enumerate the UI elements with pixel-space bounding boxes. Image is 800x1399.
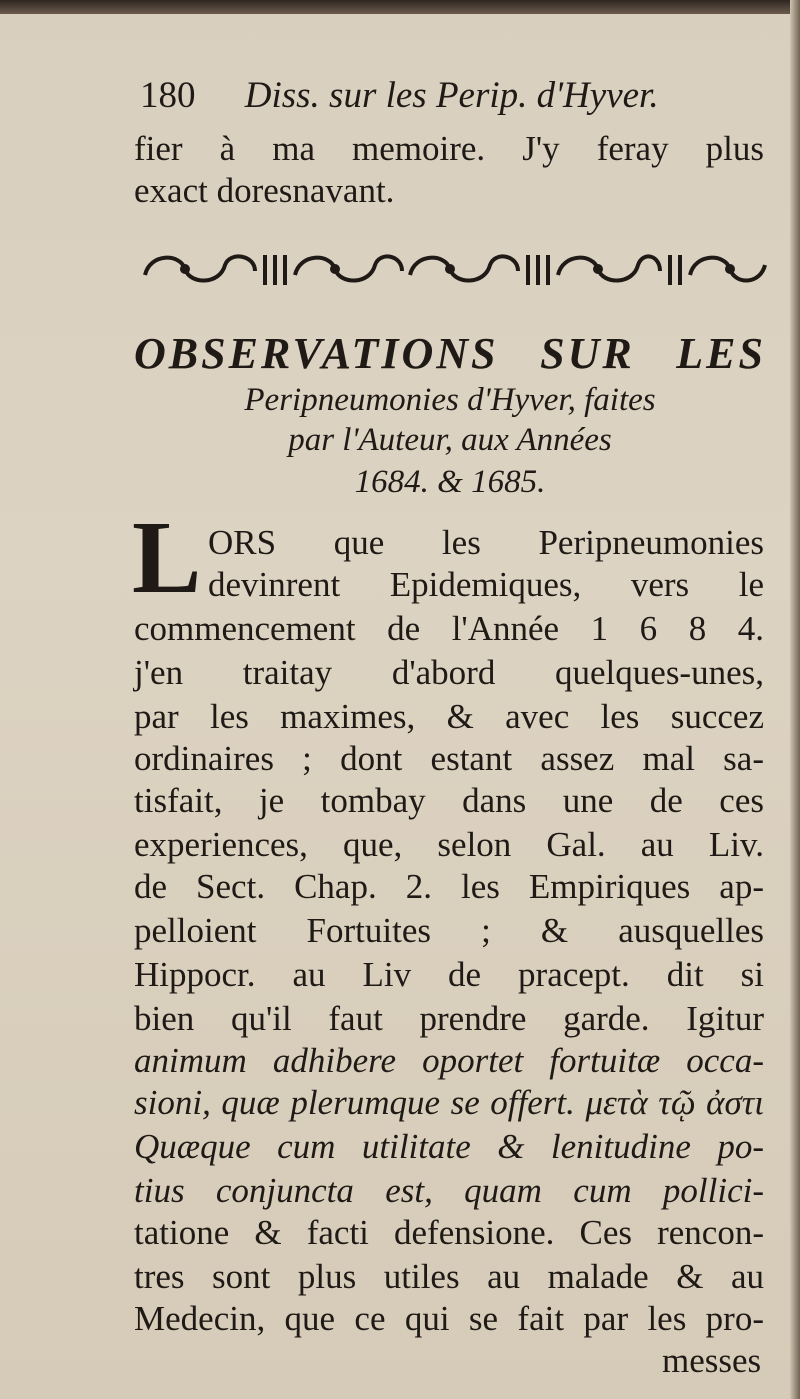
body-line-1: ORS que les Peripneumonies [208, 523, 764, 562]
heading-line-3: par l'Auteur, aux Années [288, 422, 612, 458]
body-line-2: devinrent Epidemiques, vers le [208, 565, 764, 604]
page-top-edge [0, 0, 800, 14]
body-line-8: experiences, que, selon Gal. au Liv. [134, 825, 764, 864]
body-line-3: commencement de l'Année 1 6 8 4. [134, 609, 764, 648]
running-head [140, 74, 760, 118]
heading-line-1: OBSERVATIONS SUR LES [134, 329, 766, 378]
catchword: messes [662, 1341, 762, 1380]
drop-cap: L [132, 500, 202, 615]
running-head-title: Diss. sur les Perip. d'Hyver. [244, 75, 659, 116]
page-number: 180 [140, 75, 196, 116]
body-line-13: animum adhibere oportet fortuitæ occa- [134, 1041, 764, 1080]
body-line-10: pelloient Fortuites ; & ausquelles [134, 911, 764, 950]
page-right-edge [790, 0, 800, 1399]
heading-line-4: 1684. & 1685. [354, 464, 546, 500]
body-line-6: ordinaires ; dont estant assez mal sa- [134, 739, 764, 778]
body-line-5: par les maximes, & avec les succez [134, 697, 764, 736]
body-line-18: tres sont plus utiles au malade & au [134, 1257, 764, 1296]
body-line-9: de Sect. Chap. 2. les Empiriques ap- [134, 867, 764, 906]
body-line-19: Medecin, que ce qui se fait par les pro- [134, 1299, 764, 1338]
body-line-4: j'en traitay d'abord quelques-unes, [134, 653, 764, 692]
intro-line-2: exact doresnavant. [134, 171, 395, 210]
heading-line-2: Peripneumonies d'Hyver, faites [244, 382, 656, 418]
body-line-7: tisfait, je tombay dans une de ces [134, 781, 764, 820]
body-line-15: Quæque cum utilitate & lenitudine po- [134, 1127, 764, 1166]
body-line-17: tatione & facti defensione. Ces rencon- [134, 1213, 764, 1252]
body-line-11: Hippocr. au Liv de pracept. dit si [134, 955, 764, 994]
body-line-14: sioni, quæ plerumque se offert. μετὰ τῷ ἀστι [134, 1083, 764, 1122]
body-line-16: tius conjuncta est, quam cum pollici- [134, 1171, 764, 1210]
ornament-divider [140, 245, 770, 293]
intro-line-1: fier à ma memoire. J'y feray plus [134, 129, 764, 168]
body-line-12: bien qu'il faut prendre garde. Igitur [134, 999, 764, 1038]
